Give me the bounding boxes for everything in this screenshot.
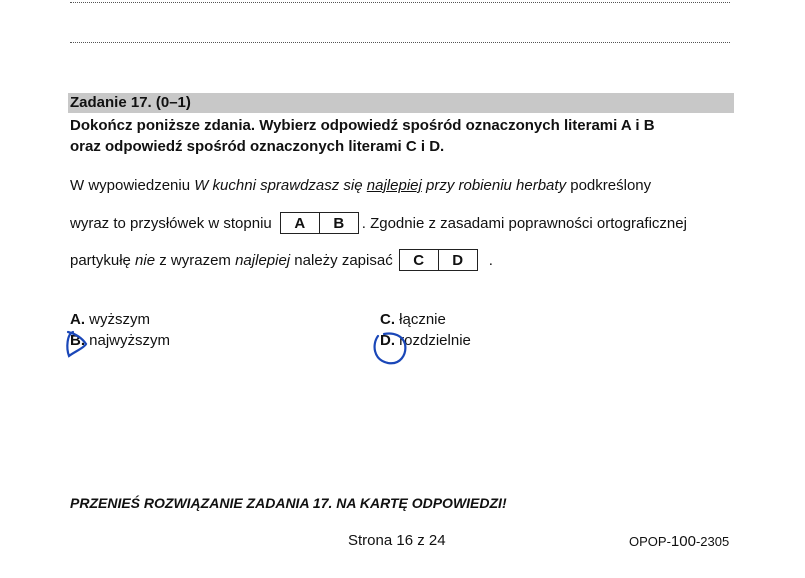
sentence-line-1 (70, 177, 651, 194)
italic-word: najlepiej (235, 251, 291, 269)
text: W kuchni sprawdzasz się (194, 177, 367, 194)
text: podkreślony (566, 177, 652, 194)
option-c[interactable] (380, 311, 446, 328)
text: partykułę (70, 251, 136, 269)
text: z wyrazem (155, 251, 236, 269)
code-part: -2305 (695, 534, 730, 549)
option-text: wyższym (85, 311, 150, 328)
sentence-line-3 (70, 249, 493, 271)
task-instruction (70, 115, 655, 157)
text: należy zapisać (290, 251, 393, 269)
text: przy robieniu herbaty (421, 177, 567, 194)
sentence-line-2 (70, 212, 687, 234)
option-letter: D. (380, 332, 395, 349)
instruction-line: Dokończ poniższe zdania. Wybierz odpowiedź spośród oznaczonych literami A i B (70, 117, 655, 134)
answer-line-dotted (70, 42, 730, 43)
quoted-sentence (194, 177, 566, 194)
text: W wypowiedzeniu (70, 177, 195, 194)
underlined-word: najlepiej (366, 177, 422, 194)
option-a[interactable] (70, 311, 150, 328)
option-letter: C. (380, 311, 395, 328)
option-text: łącznie (395, 311, 446, 328)
option-text: najwyższym (85, 332, 171, 349)
task-header: Zadanie 17. (0–1) (68, 93, 734, 113)
exam-code (629, 533, 729, 550)
text: wyraz to przysłówek w stopniu (70, 214, 272, 232)
answer-line-dotted (70, 2, 730, 3)
box-choice-b: B (319, 213, 358, 233)
page-number: Strona 16 z 24 (348, 532, 446, 549)
option-letter: B. (70, 332, 85, 349)
code-part: OPOP- (629, 534, 671, 549)
code-part: 100 (670, 533, 696, 550)
option-letter: A. (70, 311, 85, 328)
option-b[interactable] (70, 332, 170, 349)
box-choice-d: D (438, 250, 477, 270)
box-choice-c: C (413, 251, 425, 269)
instruction-line: oraz odpowiedź spośród oznaczonych literami C i D. (70, 138, 445, 155)
text: . (488, 251, 493, 269)
box-choice-a: A (294, 214, 306, 232)
footer-instruction: PRZENIEŚ ROZWIĄZANIE ZADANIA 17. NA KARTĘ ODPOWIEDZI! (70, 495, 507, 511)
option-text: rozdzielnie (395, 332, 471, 349)
italic-word: nie (135, 251, 156, 269)
answer-box-cd[interactable] (399, 249, 478, 271)
answer-box-ab[interactable] (280, 212, 359, 234)
text: . Zgodnie z zasadami poprawności ortograficznej (361, 214, 687, 232)
option-d[interactable] (380, 332, 471, 349)
